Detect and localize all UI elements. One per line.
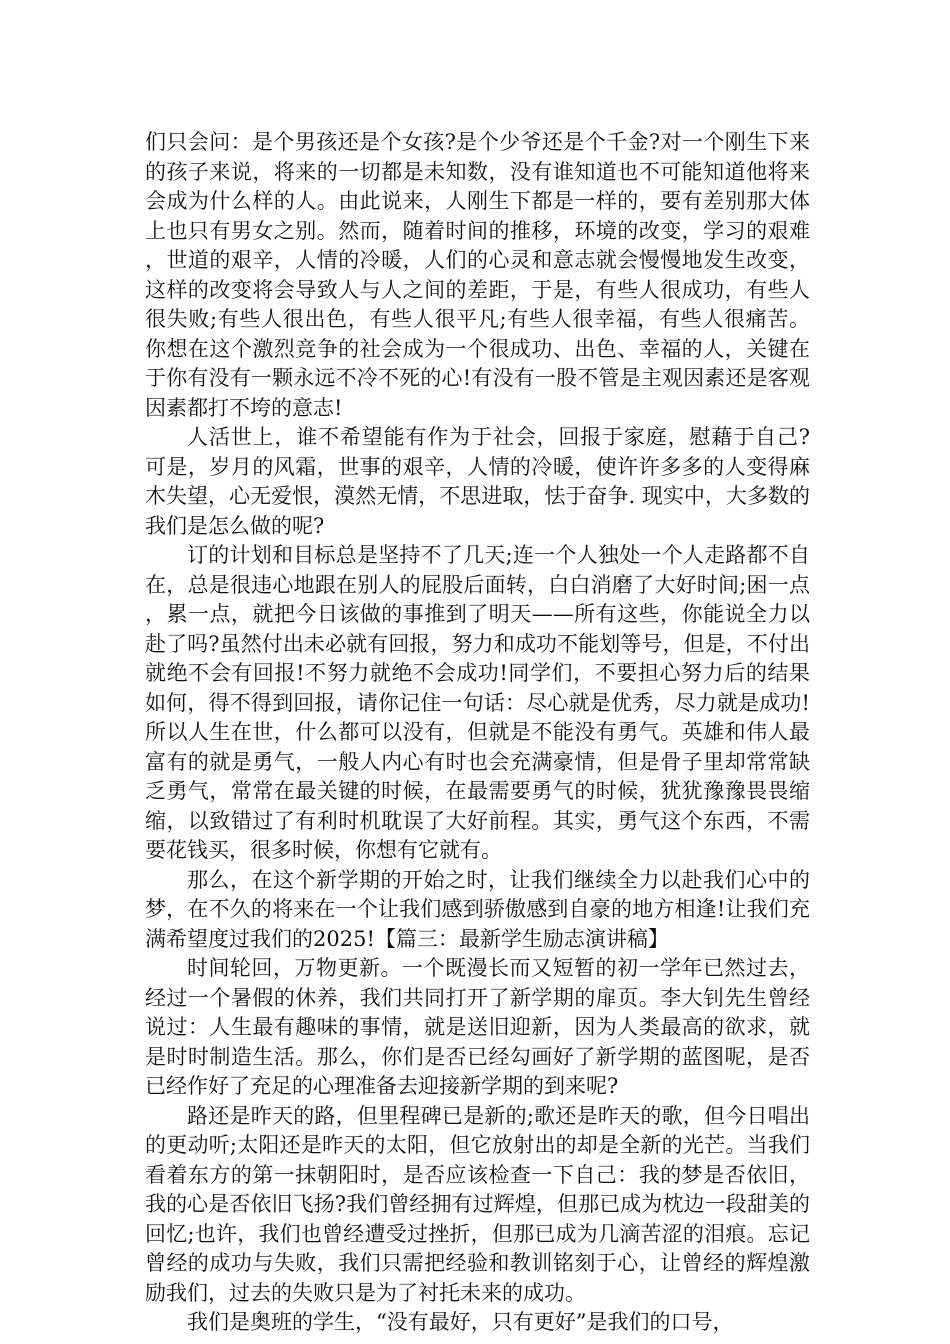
paragraph-1: 们只会问：是个男孩还是个女孩?是个少爷还是个千金?对一个刚生下来的孩子来说，将来的一切都是未知数，没有谁知道也不可能知道他将来会成为什么样的人。由此说来，人刚生下都是一样的，要有差别那大体上也只有男女之别。然而，随着时间的推移，环境的改变，学习的艰难，世道的艰辛，人情的冷暖，人们的心灵和意志就会慢慢地发生改变，这样的改变将会导致人与人之间的差距，于是，有些人很成功，有些人很失败;有些人很出色，有些人很平凡;有些人很幸福，有些人很痛苦。你想在这个激烈竞争的社会成为一个很成功、出色、幸福的人，关键在于你有没有一颗永远不冷不死的心!有没有一股不管是主观因素还是客观因素都打不垮的意志! [145,130,810,420]
paragraph-5: 时间轮回，万物更新。一个既漫长而又短暂的初一学年已然过去，经过一个暑假的休养，我们共同打开了新学期的扉页。李大钊先生曾经说过：人生最有趣味的事情，就是送旧迎新，因为人类最高的欲求，就是时时制造生活。那么，你们是否已经勾画好了新学期的蓝图呢，是否已经作好了充足的心理准备去迎接新学期的到来呢? [145,956,810,1098]
paragraph-2: 人活世上，谁不希望能有作为于社会，回报于家庭，慰藉于自己? 可是，岁月的风霜，世事的艰辛，人情的冷暖，使许许多多的人变得麻木失望，心无爱恨，漠然无情，不思进取，怯于奋争. 现实中，大多数的我们是怎么做的呢? [145,425,810,538]
paragraph-6: 路还是昨天的路，但里程碑已是新的;歌还是昨天的歌，但今日唱出的更动听;太阳还是昨天的太阳，但它放射出的却是全新的光芒。当我们看着东方的第一抹朝阳时，是否应该检查一下自己：我的梦是否依旧，我的心是否依旧飞扬?我们曾经拥有过辉煌，但那已成为枕边一段甜美的回忆;也许，我们也曾经遭受过挫折，但那已成为几滴苦涩的泪痕。忘记曾经的成功与失败，我们只需把经验和教训铭刻于心，让曾经的辉煌激励我们，过去的失败只是为了衬托未来的成功。 [145,1103,810,1305]
paragraph-4: 那么，在这个新学期的开始之时，让我们继续全力以赴我们心中的梦，在不久的将来在一个让我们感到骄傲感到自豪的地方相逢!让我们充满希望度过我们的2025!【篇三：最新学生励志演讲稿】 [145,867,810,951]
paragraph-3: 订的计划和目标总是坚持不了几天;连一个人独处一个人走路都不自在，总是很违心地跟在别人的屁股后面转，白白消磨了大好时间;困一点，累一点，就把今日该做的事推到了明天——所有这些，你能说全力以赴了吗?虽然付出未必就有回报，努力和成功不能划等号，但是，不付出就绝不会有回报!不努力就绝不会成功!同学们，不要担心努力后的结果如何，得不得到回报，请你记住一句话：尽心就是优秀，尽力就是成功!所以人生在世，什么都可以没有，但就是不能没有勇气。英雄和伟人最富有的就是勇气，一般人内心有时也会充满豪情，但是骨子里却常常缺乏勇气，常常在最关键的时候，在最需要勇气的时候，犹犹豫豫畏畏缩缩，以致错过了有利时机耽误了大好前程。其实，勇气这个东西，不需要花钱买，很多时候，你想有它就有。 [145,543,810,862]
document-body [145,128,810,1338]
paragraph-7: 我们是奥班的学生，“没有最好，只有更好”是我们的口号， [187,1310,734,1334]
